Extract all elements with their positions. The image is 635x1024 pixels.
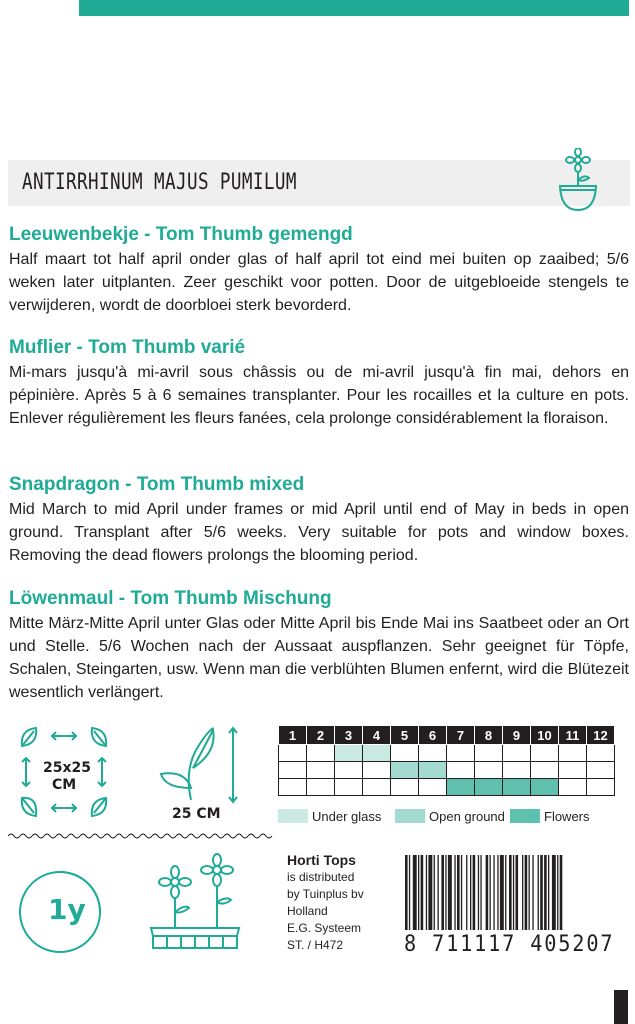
- calendar-cell: [531, 745, 559, 762]
- calendar-cell: [475, 779, 503, 796]
- calendar-cell: [447, 745, 475, 762]
- barcode-bar: [500, 855, 504, 930]
- barcode-bar: [497, 855, 498, 930]
- calendar-cell: [503, 762, 531, 779]
- calendar-cell: [307, 745, 335, 762]
- calendar-cell: [363, 762, 391, 779]
- calendar-cell: [279, 745, 307, 762]
- legend-under-glass: [278, 806, 381, 826]
- potted-flower-icon: [555, 148, 601, 214]
- legend-label: Flowers: [544, 808, 590, 824]
- legend-open-ground: [395, 806, 505, 826]
- seedling-tray-icon: [145, 852, 245, 952]
- barcode-bar: [413, 855, 417, 930]
- spacing-label: 25x25: [43, 760, 91, 776]
- barcode-bar: [548, 855, 549, 930]
- month-cell: 2: [307, 726, 335, 745]
- section-title: Snapdragon - Tom Thumb mixed: [9, 474, 305, 495]
- month-cell: 3: [335, 726, 363, 745]
- calendar-cell: [363, 779, 391, 796]
- calendar-cell: [587, 779, 615, 796]
- section-title: Leeuwenbekje - Tom Thumb gemengd: [9, 224, 353, 245]
- month-cell: 1: [279, 726, 307, 745]
- barcode-bar: [441, 855, 444, 930]
- barcode-bar: [525, 855, 528, 930]
- calendar-cell: [279, 779, 307, 796]
- legend-label: Under glass: [312, 808, 382, 824]
- barcode-bar: [516, 855, 519, 930]
- month-cell: 6: [419, 726, 447, 745]
- barcode-bar: [426, 855, 427, 930]
- barcode-bar: [486, 855, 489, 930]
- distributor-line: ST. / H472: [287, 938, 344, 952]
- calendar-row-open-ground: [279, 762, 615, 779]
- barcode-bar: [418, 855, 419, 930]
- calendar-cell: [559, 779, 587, 796]
- barcode-bar: [552, 855, 556, 930]
- calendar-cell: [363, 745, 391, 762]
- latin-name: ANTIRRHINUM MAJUS PUMILUM: [22, 170, 297, 195]
- month-cell: 7: [447, 726, 475, 745]
- month-cell: 5: [391, 726, 419, 745]
- barcode-bar: [438, 855, 439, 930]
- barcode-bar: [532, 855, 533, 930]
- barcode-bar: [560, 855, 563, 930]
- sowing-calendar: [278, 725, 615, 796]
- barcode-bar: [513, 855, 514, 930]
- month-cell: 9: [503, 726, 531, 745]
- barcode-bar: [421, 855, 424, 930]
- barcode-bar: [405, 855, 408, 930]
- calendar-cell: [419, 762, 447, 779]
- barcode-bar: [445, 855, 446, 930]
- calendar-cell: [279, 762, 307, 779]
- barcode-bar: [470, 855, 471, 930]
- calendar-cell: [391, 779, 419, 796]
- calendar-cell: [307, 762, 335, 779]
- plant-height-icon: [155, 722, 245, 808]
- barcode-bar: [538, 855, 539, 930]
- height-label: 25 CM: [172, 806, 221, 822]
- calendar-cell: [391, 745, 419, 762]
- calendar-cell: [335, 779, 363, 796]
- top-accent-bar: [79, 0, 629, 16]
- distributor-line: Holland: [287, 904, 328, 918]
- section-text: Mitte März-Mitte April unter Glas oder Mitte April bis Ende Mai ins Saatbeet oder an Ort und Stelle. 5/6 Wochen nach der Aussaat auspflanzen. Sehr geeignet für Töpfe, Schalen, Steingarten, usw. Wenn man die verblühten Blumen enfernt, wird die Blütezeit wesentlich verlängert.: [9, 615, 629, 701]
- barcode-bar: [522, 855, 523, 930]
- section-text: Half maart tot half april onder glas of half april tot eind mei buiten op zaaibed; 5/6 weken later uitplanten. Zeer geschikt voor potten. Door de uitgebloeide stengels te verwijderen, wordt de doorbloei sterk bevorderd.: [9, 251, 629, 314]
- barcode-bar: [461, 855, 462, 930]
- barcode-bar: [509, 855, 512, 930]
- calendar-cell: [307, 779, 335, 796]
- section-text: Mi-mars jusqu'à mi-avril sous châssis ou de mi-avril jusqu'à fin mai, dehors en pépinière. Après 5 à 6 semaines transplanter. Pour les rocailles et la culture en pots. Enlever régulièrement les fleurs fanées, cela prolonge considérablement la floraison.: [9, 364, 629, 427]
- distributor-brand: Horti Tops: [287, 852, 356, 868]
- barcode-bar: [557, 855, 558, 930]
- calendar-cell: [419, 779, 447, 796]
- calendar-cell: [335, 745, 363, 762]
- calendar-row-under-glass: [279, 745, 615, 762]
- distributor-line: is distributed: [287, 870, 355, 884]
- legend-swatch: [278, 809, 308, 823]
- barcode-bar: [448, 855, 452, 930]
- barcode-bar: [540, 855, 543, 930]
- legend-swatch: [510, 809, 540, 823]
- section-text: Mid March to mid April under frames or mid April until end of May in beds in open ground. Transplant after 5/6 weeks. Very suitable for pots and window boxes. Removing the dead flowers prolongs the blooming period.: [9, 501, 629, 564]
- calendar-legend: [278, 806, 630, 826]
- barcode-bar: [473, 855, 476, 930]
- calendar-cell: [503, 779, 531, 796]
- calendar-cell: [587, 745, 615, 762]
- month-cell: 4: [363, 726, 391, 745]
- legend-label: Open ground: [429, 808, 505, 824]
- barcode-bar: [409, 855, 410, 930]
- legend-swatch: [395, 809, 425, 823]
- distributor-line: E.G. Systeem: [287, 921, 362, 935]
- barcode-bar: [490, 855, 491, 930]
- barcode-bar: [428, 855, 432, 930]
- month-cell: 11: [559, 726, 587, 745]
- barcode-bar: [480, 855, 481, 930]
- calendar-cell: [503, 745, 531, 762]
- calendar-cell: [559, 762, 587, 779]
- month-cell: 8: [475, 726, 503, 745]
- calendar-cell: [447, 779, 475, 796]
- calendar-cell: [475, 762, 503, 779]
- barcode-bar: [454, 855, 455, 930]
- calendar-row-flowers: [279, 779, 615, 796]
- section-title: Muflier - Tom Thumb varié: [9, 337, 246, 358]
- section-title: Löwenmaul - Tom Thumb Mischung: [9, 588, 332, 609]
- calendar-cell: [531, 762, 559, 779]
- barcode-bar: [544, 855, 547, 930]
- month-cell: 10: [531, 726, 559, 745]
- calendar-cell: [447, 762, 475, 779]
- calendar-cell: [475, 745, 503, 762]
- legend-flowers: [510, 806, 590, 826]
- barcode-number: 8 711117 405207: [404, 932, 615, 957]
- distributor-info: [287, 852, 364, 954]
- lifecycle-label: 1y: [48, 893, 86, 926]
- calendar-cell: [587, 762, 615, 779]
- bottom-edge-mark: [614, 990, 628, 1024]
- wavy-divider: [8, 832, 630, 840]
- calendar-cell: [531, 779, 559, 796]
- barcode-bar: [457, 855, 460, 930]
- month-cell: 12: [587, 726, 615, 745]
- spacing-unit: CM: [52, 777, 77, 793]
- calendar-header-row: [279, 726, 615, 745]
- barcode-bar: [505, 855, 506, 930]
- barcode-bar: [466, 855, 467, 930]
- barcode-bar: [493, 855, 494, 930]
- barcode-bar: [478, 855, 479, 930]
- calendar-cell: [391, 762, 419, 779]
- calendar-cell: [419, 745, 447, 762]
- barcode-bar: [529, 855, 530, 930]
- calendar-cell: [335, 762, 363, 779]
- barcode: [403, 855, 628, 930]
- distributor-line: by Tuinplus bv: [287, 887, 364, 901]
- calendar-cell: [559, 745, 587, 762]
- barcode-bar: [434, 855, 435, 930]
